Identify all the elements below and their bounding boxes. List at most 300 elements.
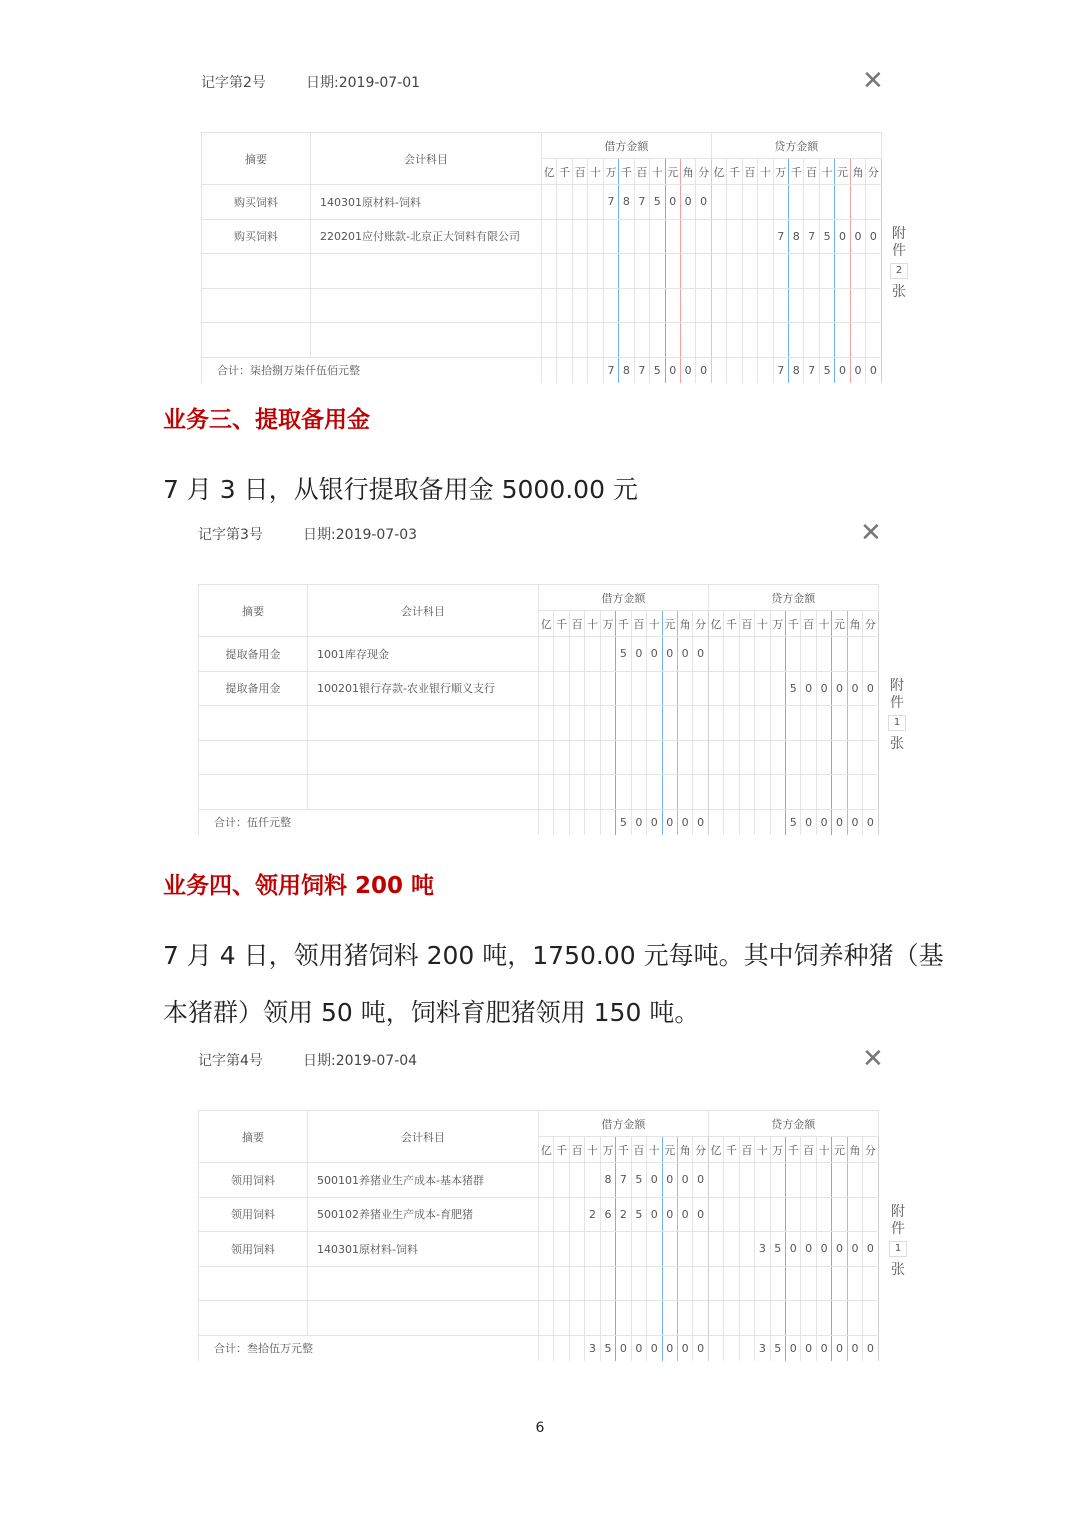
total-credit-digit: 5 <box>770 1335 785 1361</box>
voucher-number: 记字第2号 <box>201 75 266 91</box>
debit-digit <box>619 219 634 254</box>
debit-digit <box>542 185 557 220</box>
credit-digit <box>801 706 816 741</box>
debit-digit <box>677 740 692 775</box>
col-header-subject: 会计科目 <box>308 585 539 637</box>
credit-digit <box>866 323 881 358</box>
total-debit-digit <box>539 1335 554 1361</box>
debit-digit <box>572 288 587 323</box>
total-credit-digit: 8 <box>789 357 804 383</box>
row-subject: 140301原材料-饲料 <box>311 185 542 220</box>
credit-digit <box>832 1197 847 1232</box>
unit-header: 亿 <box>708 611 723 637</box>
unit-header: 十 <box>647 611 662 637</box>
debit-digit <box>619 288 634 323</box>
attachment-label-jian: 件 <box>891 1221 905 1237</box>
debit-digit: 0 <box>677 637 692 672</box>
table-row <box>199 1197 879 1232</box>
credit-digit <box>866 254 881 289</box>
credit-digit <box>708 1232 723 1267</box>
debit-digit <box>677 1301 692 1336</box>
debit-digit <box>539 671 554 706</box>
debit-digit <box>569 1163 584 1198</box>
unit-header: 十 <box>585 1137 600 1163</box>
credit-digit <box>727 288 742 323</box>
debit-digit <box>680 323 695 358</box>
credit-digit <box>724 706 739 741</box>
credit-digit <box>847 740 862 775</box>
attachment-number[interactable]: 2 <box>890 263 908 279</box>
debit-digit <box>650 323 665 358</box>
total-credit-digit: 0 <box>866 357 881 383</box>
unit-header: 千 <box>554 1137 569 1163</box>
credit-digit <box>832 706 847 741</box>
debit-digit: 0 <box>677 1163 692 1198</box>
unit-header: 千 <box>724 1137 739 1163</box>
debit-digit <box>631 740 646 775</box>
page-number: 6 <box>535 1420 545 1436</box>
voucher-date: 日期:2019-07-04 <box>303 1053 418 1069</box>
table-row <box>199 740 879 775</box>
unit-header: 千 <box>786 1137 801 1163</box>
total-debit-digit <box>557 357 572 383</box>
total-debit-digit: 0 <box>693 809 708 835</box>
debit-digit <box>634 323 649 358</box>
total-debit-digit: 7 <box>634 357 649 383</box>
debit-digit <box>693 1232 708 1267</box>
credit-digit: 0 <box>832 1232 847 1267</box>
credit-digit <box>801 637 816 672</box>
credit-digit <box>819 254 834 289</box>
debit-digit <box>554 637 569 672</box>
voucher-number: 记字第3号 <box>198 527 263 543</box>
unit-header: 万 <box>603 159 618 185</box>
total-debit-digit: 0 <box>662 1335 677 1361</box>
credit-digit <box>755 775 770 810</box>
debit-digit <box>616 1266 631 1301</box>
debit-digit: 2 <box>585 1197 600 1232</box>
debit-digit <box>554 740 569 775</box>
debit-digit <box>554 1266 569 1301</box>
row-summary: 购买饲料 <box>202 219 311 254</box>
credit-digit <box>724 671 739 706</box>
credit-digit <box>755 1266 770 1301</box>
credit-digit <box>789 185 804 220</box>
debit-digit: 8 <box>619 185 634 220</box>
credit-digit <box>739 706 754 741</box>
debit-digit <box>569 1266 584 1301</box>
debit-digit <box>631 775 646 810</box>
credit-digit <box>724 1301 739 1336</box>
credit-digit <box>804 288 819 323</box>
credit-digit <box>816 1197 831 1232</box>
debit-digit <box>569 740 584 775</box>
attachment-count <box>886 1204 910 1279</box>
unit-header: 万 <box>600 611 615 637</box>
credit-digit <box>724 775 739 810</box>
debit-digit <box>665 219 680 254</box>
debit-digit <box>647 1232 662 1267</box>
credit-digit <box>739 1301 754 1336</box>
credit-digit <box>789 288 804 323</box>
debit-digit <box>634 219 649 254</box>
credit-digit <box>770 1266 785 1301</box>
unit-header: 十 <box>755 1137 770 1163</box>
credit-digit: 0 <box>835 219 850 254</box>
total-debit-digit <box>569 809 584 835</box>
row-summary: 领用饲料 <box>199 1197 308 1232</box>
business4-heading: 业务四、领用饲料 200 吨 <box>163 873 435 899</box>
debit-digit <box>554 1163 569 1198</box>
total-credit-digit: 0 <box>801 1335 816 1361</box>
credit-digit <box>801 740 816 775</box>
debit-digit <box>572 185 587 220</box>
debit-digit: 0 <box>662 1197 677 1232</box>
credit-digit <box>739 740 754 775</box>
debit-digit <box>665 288 680 323</box>
close-icon[interactable]: ✕ <box>860 518 882 548</box>
unit-header: 十 <box>816 611 831 637</box>
unit-header: 百 <box>804 159 819 185</box>
unit-header: 分 <box>866 159 881 185</box>
debit-digit <box>585 1266 600 1301</box>
credit-digit: 0 <box>816 1232 831 1267</box>
total-credit-digit: 3 <box>755 1335 770 1361</box>
debit-digit <box>677 775 692 810</box>
total-debit-digit: 3 <box>585 1335 600 1361</box>
credit-digit <box>816 775 831 810</box>
debit-digit: 0 <box>662 1163 677 1198</box>
debit-digit <box>554 706 569 741</box>
debit-digit <box>603 288 618 323</box>
total-debit-digit <box>588 357 603 383</box>
unit-header: 十 <box>816 1137 831 1163</box>
voucher-header <box>0 518 1080 554</box>
col-header-summary: 摘要 <box>202 133 311 185</box>
credit-digit: 0 <box>801 671 816 706</box>
debit-digit <box>554 671 569 706</box>
row-subject <box>311 288 542 323</box>
total-debit-digit: 5 <box>600 1335 615 1361</box>
credit-digit <box>739 1232 754 1267</box>
unit-header: 万 <box>600 1137 615 1163</box>
unit-header: 百 <box>634 159 649 185</box>
debit-digit <box>634 288 649 323</box>
debit-digit <box>588 219 603 254</box>
unit-header: 千 <box>724 611 739 637</box>
row-summary: 领用饲料 <box>199 1232 308 1267</box>
unit-header: 角 <box>677 611 692 637</box>
debit-digit <box>600 1232 615 1267</box>
credit-digit: 0 <box>786 1232 801 1267</box>
debit-digit: 0 <box>647 1163 662 1198</box>
unit-header: 万 <box>773 159 788 185</box>
debit-digit <box>662 1301 677 1336</box>
credit-digit: 7 <box>773 219 788 254</box>
debit-digit <box>557 254 572 289</box>
row-summary <box>199 775 308 810</box>
total-credit-digit <box>727 357 742 383</box>
credit-digit <box>770 637 785 672</box>
table-row <box>202 288 882 323</box>
unit-header: 分 <box>693 1137 708 1163</box>
debit-digit <box>585 740 600 775</box>
unit-header: 亿 <box>708 1137 723 1163</box>
credit-digit <box>863 1163 878 1198</box>
debit-digit <box>600 775 615 810</box>
debit-digit <box>603 219 618 254</box>
row-subject <box>311 323 542 358</box>
unit-header: 亿 <box>539 1137 554 1163</box>
credit-digit <box>755 1197 770 1232</box>
close-icon[interactable]: ✕ <box>862 66 884 96</box>
debit-digit <box>677 671 692 706</box>
unit-header: 千 <box>554 611 569 637</box>
credit-digit: 5 <box>819 219 834 254</box>
credit-digit <box>789 254 804 289</box>
credit-digit <box>724 1197 739 1232</box>
unit-header: 分 <box>863 1137 878 1163</box>
unit-header: 角 <box>847 611 862 637</box>
debit-digit <box>634 254 649 289</box>
debit-digit <box>600 637 615 672</box>
total-debit-digit: 0 <box>677 1335 692 1361</box>
debit-digit <box>665 323 680 358</box>
unit-header: 百 <box>569 611 584 637</box>
total-debit-digit: 0 <box>647 1335 662 1361</box>
unit-header: 千 <box>557 159 572 185</box>
row-summary <box>199 706 308 741</box>
credit-digit <box>850 185 865 220</box>
attachment-label-zhang: 张 <box>892 284 906 300</box>
unit-header: 万 <box>770 1137 785 1163</box>
credit-digit <box>742 288 757 323</box>
credit-digit <box>708 1301 723 1336</box>
unit-header: 角 <box>850 159 865 185</box>
credit-digit <box>724 1266 739 1301</box>
credit-digit: 0 <box>801 1232 816 1267</box>
credit-digit <box>847 1163 862 1198</box>
attachment-label-fu: 附 <box>890 678 904 694</box>
credit-digit <box>786 1163 801 1198</box>
row-summary <box>199 1266 308 1301</box>
col-header-debit: 借方金额 <box>542 133 712 159</box>
unit-header: 百 <box>739 611 754 637</box>
debit-digit <box>616 1301 631 1336</box>
table-row <box>199 1301 879 1336</box>
debit-digit <box>572 219 587 254</box>
credit-digit: 0 <box>850 219 865 254</box>
credit-digit <box>847 1197 862 1232</box>
total-credit-digit: 0 <box>863 809 878 835</box>
credit-digit <box>724 1232 739 1267</box>
debit-digit <box>542 323 557 358</box>
table-row <box>202 185 882 220</box>
row-summary <box>199 740 308 775</box>
credit-digit <box>847 706 862 741</box>
unit-header: 千 <box>616 611 631 637</box>
credit-digit <box>832 1301 847 1336</box>
debit-digit: 8 <box>600 1163 615 1198</box>
attachment-label-jian: 件 <box>890 695 904 711</box>
debit-digit <box>539 1266 554 1301</box>
voucher-table <box>198 1110 879 1361</box>
credit-digit <box>847 637 862 672</box>
total-credit-digit <box>755 809 770 835</box>
debit-digit <box>603 323 618 358</box>
unit-header: 千 <box>619 159 634 185</box>
debit-digit <box>542 219 557 254</box>
credit-digit <box>850 323 865 358</box>
debit-digit <box>600 1301 615 1336</box>
unit-header: 百 <box>801 1137 816 1163</box>
credit-digit <box>847 775 862 810</box>
credit-digit <box>755 1301 770 1336</box>
debit-digit <box>647 1266 662 1301</box>
debit-digit <box>693 671 708 706</box>
credit-digit <box>770 1197 785 1232</box>
credit-digit <box>755 706 770 741</box>
credit-digit <box>804 323 819 358</box>
row-summary <box>202 254 311 289</box>
attachment-label-zhang: 张 <box>890 736 904 752</box>
debit-digit <box>696 219 711 254</box>
credit-digit <box>739 1163 754 1198</box>
attachment-number[interactable]: 1 <box>888 715 906 731</box>
credit-digit <box>804 185 819 220</box>
credit-digit <box>742 219 757 254</box>
credit-digit <box>786 706 801 741</box>
voucher-date: 日期:2019-07-03 <box>303 527 418 543</box>
credit-digit <box>863 706 878 741</box>
debit-digit <box>569 1301 584 1336</box>
debit-digit: 0 <box>693 637 708 672</box>
total-debit-digit: 0 <box>647 809 662 835</box>
total-credit-digit <box>758 357 773 383</box>
row-subject: 100201银行存款-农业银行顺义支行 <box>308 671 539 706</box>
debit-digit <box>616 775 631 810</box>
credit-digit <box>866 185 881 220</box>
credit-digit <box>863 637 878 672</box>
debit-digit <box>557 323 572 358</box>
col-header-subject: 会计科目 <box>311 133 542 185</box>
close-icon[interactable]: ✕ <box>862 1044 884 1074</box>
credit-digit <box>773 185 788 220</box>
unit-header: 元 <box>662 611 677 637</box>
total-label: 合计：叁拾伍万元整 <box>199 1335 539 1361</box>
credit-digit <box>863 1197 878 1232</box>
credit-digit <box>739 671 754 706</box>
debit-digit <box>693 1301 708 1336</box>
credit-digit <box>819 185 834 220</box>
credit-digit <box>863 1266 878 1301</box>
credit-digit <box>773 288 788 323</box>
row-summary: 提取备用金 <box>199 671 308 706</box>
debit-digit <box>631 1232 646 1267</box>
unit-header: 百 <box>801 611 816 637</box>
total-debit-digit <box>600 809 615 835</box>
debit-digit: 7 <box>603 185 618 220</box>
debit-digit: 0 <box>647 637 662 672</box>
unit-header: 十 <box>819 159 834 185</box>
debit-digit <box>554 1301 569 1336</box>
credit-digit: 0 <box>847 671 862 706</box>
debit-digit <box>616 671 631 706</box>
debit-digit: 5 <box>650 185 665 220</box>
debit-digit <box>554 775 569 810</box>
debit-digit <box>631 671 646 706</box>
debit-digit <box>539 706 554 741</box>
unit-header: 千 <box>616 1137 631 1163</box>
credit-digit <box>755 1163 770 1198</box>
credit-digit <box>832 775 847 810</box>
debit-digit <box>600 706 615 741</box>
credit-digit <box>711 323 726 358</box>
voucher-table <box>198 584 879 835</box>
attachment-number[interactable]: 1 <box>889 1241 907 1257</box>
debit-digit <box>588 288 603 323</box>
debit-digit <box>680 254 695 289</box>
row-subject: 500101养猪业生产成本-基本猪群 <box>308 1163 539 1198</box>
debit-digit <box>677 706 692 741</box>
debit-digit <box>600 740 615 775</box>
debit-digit <box>554 1232 569 1267</box>
credit-digit <box>816 1163 831 1198</box>
debit-digit <box>588 254 603 289</box>
row-subject <box>308 740 539 775</box>
unit-header: 百 <box>631 1137 646 1163</box>
credit-digit <box>711 185 726 220</box>
debit-digit: 7 <box>616 1163 631 1198</box>
credit-digit: 0 <box>863 1232 878 1267</box>
unit-header: 分 <box>863 611 878 637</box>
debit-digit: 0 <box>631 637 646 672</box>
credit-digit <box>724 740 739 775</box>
debit-digit <box>647 775 662 810</box>
total-credit-digit <box>708 809 723 835</box>
credit-digit: 0 <box>847 1232 862 1267</box>
unit-header: 十 <box>755 611 770 637</box>
business4-text-line1: 7 月 4 日，领用猪饲料 200 吨，1750.00 元每吨。其中饲养种猪（基 <box>163 941 944 970</box>
total-credit-digit: 0 <box>863 1335 878 1361</box>
credit-digit <box>758 323 773 358</box>
debit-digit <box>572 323 587 358</box>
debit-digit <box>650 254 665 289</box>
credit-digit <box>770 671 785 706</box>
credit-digit <box>739 1197 754 1232</box>
total-debit-digit <box>554 1335 569 1361</box>
credit-digit <box>801 775 816 810</box>
total-credit-digit <box>739 1335 754 1361</box>
unit-header: 元 <box>665 159 680 185</box>
total-credit-digit <box>770 809 785 835</box>
debit-digit <box>616 706 631 741</box>
total-debit-digit <box>554 809 569 835</box>
debit-digit: 0 <box>693 1197 708 1232</box>
debit-digit <box>539 1232 554 1267</box>
debit-digit <box>647 671 662 706</box>
total-credit-digit: 0 <box>832 1335 847 1361</box>
total-credit-digit <box>724 809 739 835</box>
total-credit-digit <box>724 1335 739 1361</box>
business3-text: 7 月 3 日，从银行提取备用金 5000.00 元 <box>163 475 638 504</box>
debit-digit <box>539 637 554 672</box>
debit-digit <box>585 1163 600 1198</box>
debit-digit <box>619 254 634 289</box>
debit-digit <box>693 775 708 810</box>
debit-digit: 0 <box>696 185 711 220</box>
credit-digit <box>708 1163 723 1198</box>
